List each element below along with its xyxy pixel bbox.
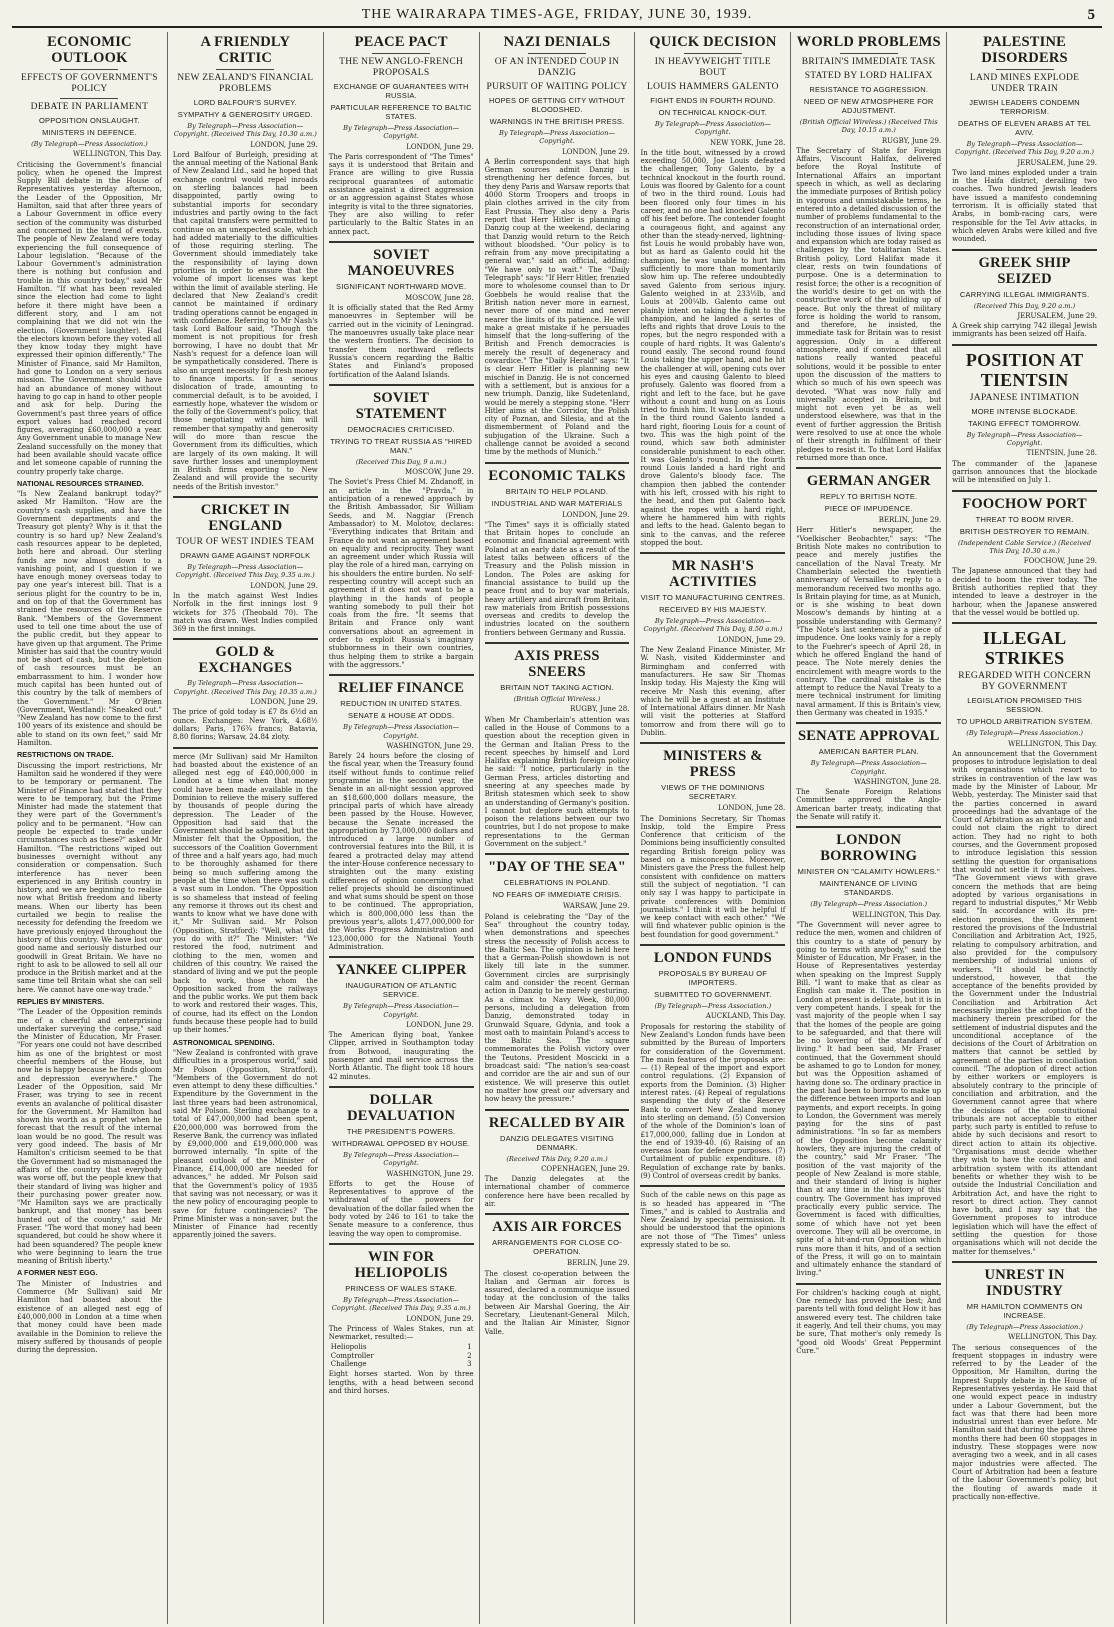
article-text: merce (Mr Sullivan) said Mr Hamilton had boasted about the existence of an alleged nest egg of £40,000,000 in London at a time when that money could have been made available in the Dominion to relieve the misery suffered by thousands of people during the depression. The Leader of the Opposition had said that the Government should be ashamed, but the Minister felt that the Opposition, the successors of the Coalition Government of three and a half years ago, had much to be thoroughly ashamed for there being so much suffering among the people at the time when there was such a vast sum in London. "The Opposition is so shameless that instead of feeling any remorse it throws out its chest and wants to know what we have done with it," Mr Sullivan said. Mr Polson (Opposition, Stratford): "Well, what did you do with it?" The Minister: "We restored the food, nutriment and clothing to the men, women and children of this country. We raised the standard of living and we put the people back to work, those whom the Opposition sacked from the railways and the public works. We put them back to work and restored their wages. This, of course, had its effect on the London funds because these people had to build up their homes." <box>172 752 318 1035</box>
deck: CARRYING ILLEGAL IMMIGRANTS. <box>959 289 1090 299</box>
headline: MINISTERS & PRESS <box>663 748 763 781</box>
headline: ECONOMIC OUTLOOK <box>47 34 132 66</box>
section-heading: NATIONAL RESOURCES STRAINED. <box>17 478 144 488</box>
subheadline: DEBATE IN PARLIAMENT <box>30 102 149 112</box>
location: JERUSALEM, June 29. <box>1017 311 1098 320</box>
dateline: By Telegraph—Press Association—Copyright. (Received This Day, 9.35 a.m.) <box>331 1295 471 1313</box>
deck: MAINTENANCE OF LIVING STANDARDS. <box>819 879 918 898</box>
dateline: (Independent Cable Service.) (Received This Day, 10.30 a.m.) <box>958 538 1092 555</box>
headline: FOOCHOW PORT <box>962 495 1087 512</box>
divider <box>952 490 1097 492</box>
horse-name: Comptroller <box>330 1351 374 1360</box>
headline: POSITION AT TIENTSIN <box>965 349 1084 390</box>
divider <box>952 622 1097 624</box>
dateline: (By Telegraph—Press Association.) <box>810 900 928 909</box>
article-text: Criticising the Government's financial policy, when he opened the Imprest Supply Bill debate in the House of Representatives yesterday afternoon, the Leader of the Opposition, Mr Hamilton, said that after three years of a Labour Government in office every section of the community was disturbed and concerned in the trend of events. The people of New Zealand were today experiencing the full consequence of Labour legislation. "Because of the Labour Government's administration there is nothing but confusion and trouble in this country today," said Mr Hamilton. "If what has been revealed since the election had come to light before it there might have been a different story, and I am not complaining that we did not win the election. (Government laughter). Had the electors known before they voted all they know today they might have expressed their opinion differently." The Minister of Finance, said Mr Hamilton, had gone to London on a very serious mission. The Government should have had an abundance of money without having to go cap in hand to other people and ask for help. During the Government's past three years of office export values had reached record figures, averaging £60,000,000 a year. Any Government unable to manage New Zealand successfully on the money that had been available should vacate office and let someone capable of running the country properly take charge. <box>17 160 162 476</box>
location: LONDON, June 29. <box>406 1314 474 1323</box>
divider <box>485 1109 630 1111</box>
deck: DANZIG DELEGATES VISITING DENMARK. <box>499 1133 615 1152</box>
column-7 <box>947 32 1102 1624</box>
headline: "DAY OF THE SEA" <box>488 859 626 876</box>
deck: PARTICULAR REFERENCE TO BALTIC STATES. <box>330 103 472 121</box>
divider <box>528 53 586 54</box>
article-text: The Japanese announced that they had decided to boom the river today. The British authorities replied that they intended to leave a destroyer in the harbour, when the Japanese answered that the vessel would be bottled up. <box>952 567 1098 617</box>
location: LONDON, June 29. <box>250 581 318 590</box>
deck: SENATE & HOUSE AT ODDS. <box>348 711 455 721</box>
column-1 <box>12 32 168 1624</box>
divider <box>329 1243 474 1245</box>
article-text: The Secretary of State for Foreign Affairs, Viscount Halifax, delivered before the Royal Institute of International Affairs an important speech in which, as well as declaring the immediate purposes of British policy in vigorous and unmistakable terms, he entered into a detailed discussion of the number of problems fundamental to the reconstruction of an international order, including those issues of living space and expansion which are today raised as challenges by the totalitarian States. British policy, Lord Halifax made it clear, rests on twin foundations of purpose. One is a determination to resist force; the other is a recognition of the world's desire to get on with the constructive work of the building up of peace. But only the threat of military force is holding the world to ransom, and therefore, he insisted, the immediate task for Britain was to resist aggression. Only in a different atmosphere, and if convinced that all nations really wanted peaceful solutions, would it be possible to enter upon the discussion of the matters to which so much of his own speech was devoted. "What was now fully and universally accepted in Britain, but might not even yet be as well understood elsewhere, was that in the event of further aggression the British were resolved to use at once the whole of their strength in fulfilment of their pledges to resist it. To that Lord Halifax returned more than once. <box>796 146 942 462</box>
deck: SUBMITTED TO GOVERNMENT. <box>654 990 772 1000</box>
location: WASHINGTON, June 29. <box>386 741 474 750</box>
headline: A FRIENDLY CRITIC <box>200 34 291 66</box>
deck: PROPOSALS BY BUREAU OF IMPORTERS. <box>658 969 768 988</box>
headline: WORLD PROBLEMS <box>796 34 941 50</box>
article-text: The commander of the Japanese garrison announces that the blockade will be intensified on July 1. <box>952 459 1098 485</box>
deck: CELEBRATIONS IN POLAND. <box>503 878 611 888</box>
divider <box>485 853 630 855</box>
location: MOSCOW, June 28. <box>405 293 474 302</box>
subheadline: THE NEW ANGLO-FRENCH PROPOSALS <box>339 57 464 78</box>
dateline: By Telegraph—Press Association—Copyright. (Received This Day, 8.50 a.m.) <box>643 617 783 634</box>
headline: RELIEF FINANCE <box>338 680 465 697</box>
location: WELLINGTON, This Day. <box>1008 739 1098 748</box>
article-text: The Soviet's Press Chief M. Zhdanoff, in an article in the "Pravda," in anticipation of a renewed approach by the British Ambassador, Sir William Seeds, and M. Naggiar (French Ambassador) to M. Molotov, declares: "Everything indicates that Britain and France do not want an agreement based on equality and reciprocity. They want an agreement under which Russia will play the role of a hired man, carrying on his shoulders the entire burden. No self-respecting country will accept such an agreement if it does not want to be a plaything in the hands of people wanting somebody to pull their hot coals from the fire. "It seems that Britain and France only want conversations about an agreement in order to exploit Russia's imaginary stubbornness in their own countries, thus helping them to strike a bargain with the aggressors." <box>328 478 474 669</box>
dateline: By Telegraph—Press Association—Copyright. <box>810 759 927 776</box>
headline: AXIS AIR FORCES <box>492 1219 622 1236</box>
article-text: The closest co-operation between the Italian and German air forces is assured, declared a communique issued today at the conclusion of the talks between Air Marshal Goering, the Air Secretary, Lieutenant-General Milch, and the Italian Air Minister, Signor Valle. <box>484 1269 630 1336</box>
section-heading: ASTRONOMICAL SPENDING. <box>172 1037 275 1047</box>
subheadline: STATED BY LORD HALIFAX <box>804 71 933 81</box>
deck: PIECE OF IMPUDENCE. <box>824 504 913 514</box>
deck: TRYING TO TREAT RUSSIA AS "HIRED MAN." <box>330 436 473 455</box>
article-text: Eight horses started. Won by three lengths, with a head between second and third horses. <box>328 1370 474 1395</box>
headline: WIN FOR HELIOPOLIS <box>354 1248 448 1281</box>
headline: CRICKET IN ENGLAND <box>200 502 290 535</box>
dateline: By Telegraph—Press Association—Copyright. (Received This Day, 9.20 a.m.) <box>955 140 1094 157</box>
headline: LONDON BORROWING <box>820 832 918 865</box>
divider <box>684 53 742 54</box>
deck: SIGNIFICANT NORTHWARD MOVE. <box>336 281 467 291</box>
article-text: A Berlin correspondent says that high German sources admit Danzig is strengthening her defence forces, but they deny Paris and Warsaw reports that 4000 Storm Troopers and troops in plain clothes arrived in the city from East Prussia. They also deny a Paris report that Herr Hitler is planning a Danzig coup at the weekend, declaring that Danzig would return to the Reich without bloodshed. "Our policy is to refrain from any move precipitating a general war," said an official, adding: "We have only to wait." The "Daily Telegraph" says: "If Herr Hitler, frenzied more to wholesome counsel than to Dr Goebbels he would realise that the British nation never more in earnest, never more of one mind and never nearer the limits of its patience. He will make a great mistake if he persuades himself that the long-suffering of the British and French democracies is merely the result of degeneracy and cowardice." The "Daily Herald" says: "It is clear Herr Hitler is planning new mischief in Danzig. He is not concerned with a settlement, but is anxious for a new triumph. Danzig, like Sudetenland, would be merely a stepping stone. "Herr Hitler aims at the Corridor, the Polish city of Poznan, and Silesia, and at the dismemberment of Poland and the subjugation of the Ukraine. Such a challenge cannot be avoided a second time by the methods of Munich." <box>484 157 630 457</box>
article-text: Lord Balfour of Burleigh, presiding at the annual meeting of the National Bank of New Zealand Ltd., said he hoped that exchange control would repel inroads on sterling balances had been disappointed, partly owing to substantial imports for secondary industries and partly owing to the fact that capital transfers were permitted to continue on an unexpected scale, which had added materially to the difficulties of those requiring sterling. The Government should immediately take the responsibility of laying down priorities in order to ensure that the volume of import licenses was kept within the limit of available sterling. He declared that New Zealand's credit cannot be maintained if ordinary trading operations cannot be engaged in with confidence. Referring to Mr Nash's task Lord Balfour said, "Though the moment is not propitious for fresh borrowing, I have no doubt that Mr Nash's request for a defence loan will be sympathetically considered. There is also an urgent necessity for fresh money to finance imports. If a serious dislocation of trade, amounting to commercial default, is to be avoided, I earnestly hope, whatever the wisdom or the folly of the Government's policy, that those negotiating with him will remember that sympathy and generosity will do more than rescue the Government from its difficulties, which are largely of its own making. It will save further losses and unemployment in British firms exporting to New Zealand and will provide the security needs of the British investor." <box>172 150 318 491</box>
subheadline: JAPANESE INTIMATION <box>969 392 1080 403</box>
deck: DEATHS OF ELEVEN ARABS AT TEL AVIV. <box>957 119 1092 137</box>
deck: PRINCESS OF WALES STAKE. <box>345 1283 458 1293</box>
table-row <box>329 1352 474 1360</box>
dateline: (By Telegraph—Press Association.) <box>654 1002 772 1011</box>
article-text: The Dominions Secretary, Sir Thomas Inskip, told the Empire Press Conference that criticism of the Dominions being insufficiently consulted regarding British foreign policy was based on a misconception. Moreover, Ministers gave the Press the fullest help consistent with confidence on matters still the subject of negotiation. "I can only say I was happy to participate in private conferences with Dominion journalists." I think it will be helpful if we keep contact with each other." "We will find whatever public opinion is the best foundation for good government." <box>640 814 786 939</box>
divider <box>372 53 430 54</box>
divider <box>996 69 1054 70</box>
headline: YANKEE CLIPPER <box>335 962 467 979</box>
deck: MORE INTENSE BLOCKADE. <box>971 406 1078 416</box>
article-text: "Is New Zealand bankrupt today?" asked Mr Hamilton. "How are the country's cash supplies, and have the Government departments and the Treasury got plenty? Why is it that the country is so hard up? New Zealand's cash resources appear to be depleted, both here and abroad. Our sterling funds are now almost down to a vanishing point, and I question if we have enough money overseas today to pay one year's interest bill. That is a serious plight for the country to be in, and on top of that the Government has strained the resources of the Reserve Bank. "Members of the Government used to tell one time about the use of the public credit, but they appear to have given up that argument. The Prime Minister has said that the country would not be short of cash, but the depletion of cash resources must be an embarrassment to him. I wonder how much capital has been hunted out of this country by the talk of members of the Government." Mr O'Brien (Government, Westland): "Sneaked out." "New Zealand has now come to the first 100 years of its existence and should be able to stand on its own feet," said Mr Hamilton. <box>17 490 162 748</box>
race-results <box>329 1343 474 1368</box>
subheadline: LAND MINES EXPLODE UNDER TRAIN <box>969 73 1080 94</box>
location: WASHINGTON, June 29. <box>386 1169 474 1178</box>
subheadline: REGARDED WITH CONCERN BY GOVERNMENT <box>958 671 1091 693</box>
dateline: By Telegraph—Press Association—Copyright. (Received This Day, 10.30 a.m.) <box>173 122 317 139</box>
divider <box>60 69 118 70</box>
advertisement: For children's hacking cough at night, One remedy has proved the best; And parents tell with fond delight How it has answered every test. The children take it eagerly, And tell their chums, you may be sure, That mother's only remedy Is "good old Woods' Great Peppermint Cure." <box>796 1288 942 1355</box>
dateline: By Telegraph—Press Association—Copyright. <box>966 430 1083 448</box>
headline: QUICK DECISION <box>649 34 777 50</box>
dateline: (Received This Day, 9 a.m.) <box>355 457 447 466</box>
article-text: Barely 24 hours before the closing of the fiscal year, when the Treasury found itself without funds to continue relief programme in the second year, the Senate in an all-night session approved an $18,600,000 dollars measure, the principal parts of which have already been passed by the House. However, because the Senate increased the appropriation by 73,000,000 dollars and introduced a large number of controversial features into the Bill, it is feared a protracted delay may attend the inter-House conference necessary to straighten out the many existing differences of opinion concerning what relief projects should be discontinued and what sums should be spent on those to be continued. The appropriation, which is 800,000,000 less than the previous year's, allots 1,477,000,000 for the Works Progress Administration and 123,000,000 for the National Youth Administration. <box>328 752 474 951</box>
placing: 1 <box>467 1343 472 1352</box>
location: BERLIN, June 29. <box>878 516 942 525</box>
location: RUGBY, June 29. <box>881 136 942 145</box>
location: RUGBY, June 28. <box>570 705 630 714</box>
subheadline: PURSUIT OF WAITING POLICY <box>486 82 628 92</box>
dateline: (By Telegraph—Press Association.) <box>31 140 148 148</box>
divider <box>640 944 785 946</box>
headline: RECALLED BY AIR <box>488 1114 626 1131</box>
headline: UNREST IN INDUSTRY <box>984 1266 1065 1299</box>
deck: WARNINGS IN THE BRITISH PRESS. <box>489 117 625 126</box>
location: LONDON, June 29. <box>562 147 630 156</box>
table-row <box>329 1360 474 1368</box>
article-text: "The Leader of the Opposition reminds me of a cheerful and enterprising undertaker surveying the corpse," said the Minister of Education, Mr Fraser. "For years one could not have described him as one of the brightest or most cheerful members of the House, but now he is happy because he finds gloom and depression everywhere." The Leader of the Opposition, said Mr Fraser, was trying to see in recent events an avalanche of political disaster for the Government. Mr Hamilton had shown his worth as a prophet when he forecast that the result of the internal loan would be no good. The result was very good indeed. The basis of Mr Hamilton's criticism seemed to be that the Government had so mismanaged the affairs of the country that everybody was worse off, but the people knew that their standard of living was higher and their purchasing power greater now. "Mr Hamilton says we are practically bankrupt, and that money has been hunted out of the country," said Mr Fraser. "The word that money had been squandered, but could he show where it had been squandered? The people knew who were beginning to learn the true meaning of British liberty." <box>17 1008 162 1266</box>
deck: BRITAIN NOT TAKING ACTION. <box>500 683 614 693</box>
article-text: "The Times" says it is officially stated that Britain hopes to conclude an economic and financial agreement with Poland at an early date as a result of the latest talks between officers of the Treasury and the Polish mission in London. The Poles are asking for financial assistance to build up the peace front and to buy war materials, heavy artillery and aircraft from Britain, raw materials from British possessions overseas and credits to develop the industries located on the southern frontiers between Germany and Russia. <box>484 520 630 637</box>
location: LONDON, June 29. <box>406 142 474 151</box>
headline: PALESTINE DISORDERS <box>981 34 1068 66</box>
headline: ILLEGAL STRIKES <box>982 628 1067 669</box>
columns <box>12 32 1102 1624</box>
dateline: (Received This Day, 9.20 a.m.) <box>973 301 1076 310</box>
article-text: The Minister of Industries and Commerce (Mr Sullivan) said Mr Hamilton had boasted about the existence of an alleged nest egg of £40,000,000 in London at a time when that money could have been made available in the Dominion to relieve the misery suffered by thousands of people during the depression. <box>17 1279 162 1355</box>
article-text: The Danzig delegates at the international chamber of commerce conference here have been recalled by air. <box>484 1175 630 1208</box>
deck: DEMOCRACIES CRITICISED. <box>347 424 455 434</box>
deck: OPPOSITION ONSLAUGHT. <box>38 116 140 125</box>
deck: EXCHANGE OF GUARANTEES WITH RUSSIA. <box>333 82 469 100</box>
column-5 <box>635 32 791 1624</box>
article-text: "New Zealand is confronted with grave difficulties in a prosperous world," said Mr Polson (Opposition, Stratford). "Members of the Government do not even attempt to deny these difficulties." Expenditure by the Government in the last three years had been astronomical, said Mr Polson. Sterling exchange to a total of £47,000,000 had been spent, £20,000,000 was borrowed from the Reserve Bank, the currency was inflated by £9,000,000 and £19,000,000 was borrowed internally. "In spite of the pleasant outlook of the Minister of Finance, £14,000,000 are needed for advances," he added. Mr Polson said that the Government's policy of 1935 that saving was not necessary, or was it the new policy of encouraging people to save for future contingencies? The Prime Minister was a non-saver, but the Minister of Finance had recently apparently joined the savers. <box>172 1048 318 1240</box>
location: WASHINGTON, June 28. <box>854 777 942 786</box>
location: LONDON, June 28. <box>717 804 786 813</box>
subheadline: EFFECTS OF GOVERNMENT'S POLICY <box>20 73 158 94</box>
divider <box>173 747 318 749</box>
location: TIENTSIN, June 28. <box>1026 449 1098 458</box>
deck: TO UPHOLD ARBITRATION SYSTEM. <box>956 717 1093 727</box>
subheadline: NEW ZEALAND'S FINANCIAL PROBLEMS <box>177 73 314 94</box>
location: LONDON, June 29. <box>406 1020 474 1029</box>
divider <box>640 742 785 744</box>
deck: ON TECHNICAL KNOCK-OUT. <box>658 108 768 117</box>
divider <box>840 53 898 54</box>
article-text: In the title bout, witnessed by a crowd exceeding 50,000, Joe Louis defeated the challenger, Tony Galento, by a technical knockout in the fourth round. Louis was floored by Galento for a count of two in the third round. Louis had been floored only four times in his career, and no one had knocked Galento off his feet before. The contender fought a courageous fight, and against any other than the steady-nerved, lightning-fist Louis he would probably have won, but as hard as Galento could hit the champion, he was unable to hurt him sufficiently to more than momentarily slow him up. The referee undoubtedly saved Galento from serious injury. Galento weighed in at 233½lb, and Louis at 200¼lb. Galento came out plainly intent on taking the fight to the champion, and he landed a series of lefts and rights that drove Louis to the ropes, but the negro responded with a couple of hard rights. It was Galento's round easily. The second round found Louis taking the upper hand, and he hit the challenger at will, opening cuts over his eyes and causing Galento to bleed profusely. Galento was floored from a right and left to the face, but he gave without a count and hung on as Louis tried to finish him. It was Louis's round. In the third round Galento landed a hard right, flooring Louis for a count of two. This was the high point of the round, which saw both administer considerable punishment to each other. It was Galento's round. In the fourth round Louis landed a hard right and drove Galento's bloody face. The champion then jabbed the contender with his left, crossed with his right to the head, and then put Galento back against the ropes with a hard right, where he hammered him with rights and lefts to the head. Galento began to sink to the canvas, and the referee stopped the bout. <box>640 148 786 547</box>
divider <box>796 467 941 469</box>
divider <box>329 674 474 676</box>
article-text: When Mr Chamberlain's attention was called in the House of Commons to a question about the reception given in the German and Italian Press to the recent speeches by himself and Lord Halifax explaining British foreign policy he said: "I notice, particularly in the German Press, articles distorting and sneering at any speeches made by British statesmen which seek to show an understanding of Germany's position. I cannot but deplore such attempts to poison the relations between our two countries, but I do not propose to make representations to the German Government on the subject." <box>484 715 630 849</box>
deck: VISIT TO MANUFACTURING CENTRES. <box>640 593 786 603</box>
article-text: Discussing the import restrictions, Mr Hamilton said he wondered if they were to be temporary or permanent. The Minister of Finance had stated that they were to be temporary, but the Prime Minister had made the statement that they were part of the Government's policy and to be permanent. "How can people be expected to trade under circumstances such as these?" asked Mr Hamilton. "The restrictions wiped out businesses overnight without any consideration or compensation. Such interference has never been experienced in any British country in history, and we are beginning to realise now what British freedom and liberty means. When our liberty has been curtailed we begin to realise the necessity for defending the freedom we have previously enjoyed throughout the history of this country. We have lost our good name and seriously disturbed our goodwill in Great Britain. We have no right to ask to be allowed to sell all our produce in the British market and at the same time tell Britain what she can sell here. We cannot have one-way trade." <box>17 761 162 994</box>
article-text: The Princess of Wales Stakes, run at Newmarket, resulted:— <box>328 1324 474 1342</box>
deck: RECEIVED BY HIS MAJESTY. <box>659 605 767 615</box>
deck: THREAT TO BOOM RIVER. <box>975 514 1074 524</box>
divider <box>329 956 474 958</box>
location: FOOCHOW, June 29. <box>1023 557 1098 566</box>
article-text: Efforts to get the House of Representatives to approve of the withdrawal of the powers for devaluation of the dollar failed when the body voted by 246 to 161 to take the Senate measure to a conference, thus leaving the way open to compromise. <box>328 1179 474 1238</box>
divider <box>640 1185 785 1187</box>
placing: 2 <box>467 1351 472 1360</box>
article-text: "The Government will never agree to reduce the men, women and children of this country to a state of penury by going to terms with anybody," said the Minister of Education, Mr Fraser, in the House of Representatives yesterday when speaking on the Imprest Supply Bill. "I want to make that as clear as English can make it. The position in London at present is delicate, but it is in very competent hands. I speak for the vast majority of the people when I say that the homes of the people are going to be safeguarded, and that there will be no lowering of the standard of living." It had been said, Mr Fraser continued, that the Government should be ashamed to go to London for money, but was the Opposition ashamed of having done so. The ordinary practice in the past had been to borrow to make up the difference between imports and loan payments, and export receipts. In going to London, the Government was merely paying for the sins of past administrations. "In so far as members of the Opposition become calamity howlers, they are injuring the credit of the country," said Mr Fraser. "The position of the vast majority of the people of New Zealand is more stable, and their standard of living is higher than at any time in the history of this country. The Government has improved practically every public service. The Government is faced with difficulties, some of which have not yet been overcome. They will all be overcome, in spite of a hit-and-run Opposition which runs more than it hits, and of a section of the Press, it will go on to maintain and ultimately enhance the standard of living." <box>796 920 942 1278</box>
masthead <box>12 4 1102 28</box>
location: BERLIN, June 29. <box>567 1259 630 1268</box>
divider <box>216 69 274 70</box>
section-heading: RESTRICTIONS ON TRADE. <box>17 750 114 760</box>
divider <box>796 826 941 828</box>
divider <box>173 496 318 498</box>
dateline: By Telegraph—Press Association—Copyright. (Received This Day, 9.35 a.m.) <box>175 563 315 580</box>
column-6 <box>791 32 947 1624</box>
section-heading: REPLIES BY MINISTERS. <box>17 996 105 1006</box>
dateline: (British Official Wireless.) <box>513 695 601 704</box>
article-text: In the match against West Indies Norfolk in the first innings lost 9 wickets for 375 (Theobald 70). The match was drawn. West Indies compiled 369 in the first innings. <box>172 591 318 634</box>
subheadline: LOUIS HAMMERS GALENTO <box>646 82 779 92</box>
deck: NO FEARS OF IMMEDIATE CRISIS. <box>492 890 622 900</box>
location: WELLINGTON, This Day. <box>852 910 942 919</box>
column-3 <box>324 32 480 1624</box>
dateline: By Telegraph—Press Association—Copyright. (Received This Day, 10.35 a.m.) <box>173 679 317 696</box>
page-number: 5 <box>1087 7 1096 23</box>
headline: DOLLAR DEVALUATION <box>347 1091 456 1124</box>
deck: MR HAMILTON COMMENTS ON INCREASE. <box>966 1301 1083 1320</box>
horse-name: Heliopolis <box>330 1343 367 1352</box>
deck: DRAWN GAME AGAINST NORFOLK <box>180 551 311 561</box>
divider <box>796 1283 941 1285</box>
headline: GERMAN ANGER <box>806 473 931 490</box>
deck: INDUSTRIAL AND WAR MATERIALS <box>491 498 623 508</box>
divider <box>60 98 118 99</box>
article-text: It is officially stated that the Red Army manoeuvres in September will be carried out in the vicinity of Leningrad. The manoeuvres usually take place near the western frontiers. The decision to transfer them northward reflects Russia's concern regarding the Baltic States and Finland's proposed fortification of the Aaland Islands. <box>328 304 474 379</box>
subheadline: OF AN INTENDED COUP IN DANZIG <box>494 57 620 78</box>
deck: MINISTERS IN DEFENCE. <box>42 128 137 137</box>
horse-name: Challenge <box>330 1359 367 1368</box>
divider <box>952 1261 1097 1263</box>
deck: ARRANGEMENTS FOR CLOSE CO-OPERATION. <box>492 1238 622 1257</box>
deck: LEGISLATION PROMISED THIS SESSION. <box>967 696 1082 715</box>
divider <box>796 722 941 724</box>
subheadline: TOUR OF WEST INDIES TEAM <box>176 537 315 548</box>
deck: REDUCTION IN UNITED STATES. <box>340 699 463 709</box>
table-row <box>329 1343 474 1351</box>
divider <box>952 249 1097 251</box>
divider <box>329 241 474 243</box>
headline: GOLD & EXCHANGES <box>198 644 293 677</box>
column-2 <box>168 32 324 1624</box>
placing: 3 <box>467 1359 472 1368</box>
divider <box>952 344 1097 346</box>
location: LONDON, June 29. <box>250 698 318 707</box>
divider <box>485 642 630 644</box>
location: LONDON, June 29. <box>562 510 630 519</box>
location: WELLINGTON, This Day. <box>72 150 162 159</box>
location: JERUSALEM, June 29. <box>1017 158 1098 167</box>
divider <box>485 462 630 464</box>
deck: THE PRESIDENT'S POWERS. <box>346 1126 456 1136</box>
dateline: (By Telegraph—Press Association.) <box>966 729 1083 738</box>
headline: SOVIET STATEMENT <box>355 389 447 422</box>
location: COPENHAGEN, June 29. <box>541 1164 630 1173</box>
headline: LONDON FUNDS <box>653 950 772 967</box>
deck: LORD BALFOUR'S SURVEY. <box>193 98 297 107</box>
location: LONDON, June 29. <box>717 635 786 644</box>
divider <box>173 638 318 640</box>
location: MOSCOW, June 29. <box>405 468 474 477</box>
dateline: By Telegraph—Press Association—Copyright. <box>343 723 460 740</box>
divider <box>329 1086 474 1088</box>
article-text: A Greek ship carrying 742 illegal Jewish immigrants has been seized off Haifa. <box>952 322 1098 339</box>
deck: WITHDRAWAL OPPOSED BY HOUSE. <box>332 1138 471 1148</box>
headline: SOVIET MANOEUVRES <box>347 246 455 279</box>
deck: NEED OF NEW ATMOSPHERE FOR ADJUSTMENT. <box>803 97 934 115</box>
article-text: The New Zealand Finance Minister, Mr W. Nash, visited Kidderminster and Birmingham and conferred with manufacturers. He saw Sir Thomas Inskip today. His Majesty the King will receive Mr Nash this evening, after which he will be a guest at an Institute of International Affairs dinner. Mr Nash will visit the potteries at Stafford tomorrow and from there will go to Dublin. <box>640 646 786 737</box>
deck: MINISTER ON "CALAMITY HOWLERS." <box>797 867 940 877</box>
location: WELLINGTON, This Day. <box>1008 1333 1098 1342</box>
article-text: The American flying boat, Yankee Clipper, arrived in Southampton today from Botwood, inaugurating the passenger and mail service across the North Atlantic. The flight took 18 hours 42 minutes. <box>328 1031 474 1081</box>
deck: SYMPATHY & GENEROSITY URGED. <box>177 110 313 119</box>
headline: SENATE APPROVAL <box>798 728 940 745</box>
masthead-title: THE WAIRARAPA TIMES-AGE, FRIDAY, JUNE 30, 1939. <box>361 7 753 22</box>
dateline: By Telegraph—Press Association—Copyright. <box>654 120 771 137</box>
dateline: By Telegraph—Press Association—Copyright. <box>343 1150 460 1168</box>
cable-notice: Such of the cable news on this page as is so headed has appeared in "The Times," and is cabled to Australia and New Zealand by special permission. It should be understood that the opinions are not those of "The Times" unless expressly stated to be so. <box>640 1191 786 1250</box>
deck: TAKING EFFECT TOMORROW. <box>968 418 1081 428</box>
dateline: (By Telegraph—Press Association.) <box>966 1322 1083 1331</box>
dateline: (Received This Day, 9.20 a.m.) <box>506 1154 608 1163</box>
dateline: By Telegraph—Press Association—Copyright. <box>343 1002 460 1019</box>
location: AUCKLAND, This Day. <box>705 1012 786 1021</box>
headline: NAZI DENIALS <box>503 34 611 50</box>
article-text: The Paris correspondent of "The Times" says it is understood that Britain and France are willing to give Russia reciprocal guarantees of automatic assistance against a direct aggression or an aggression against States whose integrity is vital to the three signatories. They are also willing to refer particularly to the Baltic States in an annex pact. <box>328 152 474 236</box>
deck: RESISTANCE TO AGGRESSION. <box>809 85 929 94</box>
column-4 <box>480 32 636 1624</box>
location: WARSAW, June 29. <box>562 902 630 911</box>
divider <box>329 384 474 386</box>
location: LONDON, June 29. <box>250 140 318 149</box>
location: NEW YORK, June 28. <box>710 138 786 147</box>
divider <box>640 552 785 554</box>
headline: PEACE PACT <box>354 34 448 50</box>
deck: INAUGURATION OF ATLANTIC SERVICE. <box>345 981 457 1000</box>
divider <box>485 1213 630 1215</box>
dateline: By Telegraph—Press Association—Copyright. <box>499 129 615 146</box>
deck: BRITAIN TO HELP POLAND. <box>505 486 609 496</box>
headline: ECONOMIC TALKS <box>488 467 626 484</box>
article-text: Poland is celebrating the "Day of the Sea" throughout the country today, when demonstrations and speeches stress the necessity of Polish access to the Baltic Sea. The opinion is held here that a German-Polish showdown is not likely till late in the summer. Government circles are surprisingly calm and consider the recent German action in Danzig to be merely gesturing. As a climax to Navy Week, 80,000 persons, including a delegation from Danzig, demonstrated today in Grunwald Square, Gdynia, and took a most oath to maintain Poland's access to the Baltic Sea. The square commemorates the Polish victory over the Teutons. President Moscicki in a broadcast said: "The nation's sea-coast and corridor are the air and sun of our existence. We will preserve this outlet no matter how great our adversary and how heavy the pressure." <box>484 912 630 1104</box>
article-text: The price of gold today is £7 8s 6½d an ounce. Exchanges: New York, 4.68½ dollars; Paris, 176¾ francs; Batavia, 8.80 florins; Warsaw, 24.84 zloty. <box>172 708 318 742</box>
deck: BRITISH DESTROYER TO REMAIN. <box>959 526 1090 536</box>
section-heading: A FORMER NEST EGG. <box>17 1268 98 1278</box>
deck: VIEWS OF THE DOMINIONS SECRETARY. <box>661 783 765 802</box>
deck: JEWISH LEADERS CONDEMN TERRORISM. <box>969 98 1080 116</box>
dateline: (British Official Wireless.) (Received This Day, 10.15 a.m.) <box>799 118 938 135</box>
deck: FIGHT ENDS IN FOURTH ROUND. <box>650 96 776 105</box>
article-text: Proposals for restoring the stability of New Zealand's London funds have been submitted by the Bureau of Importers for consideration of the Government. The main features of the proposals are:— (1) Repeal of the import and export control regulations. (2) Expansion of exports from the Dominion. (3) Higher interest rates. (4) Repeal of regulations suspending the duty of the Reserve Bank to convert New Zealand money into sterling on demand. (5) Conversion of the whole of the Dominion's loan of £17,000,000, falling due in London at the end of 1939-40. (6) Raising of an overseas loan for defence purposes. (7) Curtailment of public expenditure. (8) Regulation of exchange rate by banks. (9) Control of overseas credit by banks. <box>640 1022 786 1180</box>
headline: GREEK SHIP SEIZED <box>978 254 1071 287</box>
headline: MR NASH'S ACTIVITIES <box>669 558 757 591</box>
article-text: Herr Hitler's newspaper, the "Voelkischer Beobachter," says: "The British Note makes no contribution to peace and merely justifies the cancellation of the Naval Treaty. Mr Chamberlain selected the twentieth anniversary of Versailles to reply to a memorandum received two months ago. Is Britain playing for time, as at Munich, or is she wishing to beat down Moscow's demands by hinting at a possible understanding with Germany? "The Note's last sentence is a piece of impudence. One looks vainly for a reply to the Fuehrer's speech of April 28, in which he offered England the hand of peace. The Note merely denies the encirclement with meagre words to the contrary. The cardinal mistake is the attempt to reduce the Naval Treaty to a mere technical instrument for limiting naval armament. If this is Britain's view, then Germany was cheated in 1935." <box>796 526 942 717</box>
headline: AXIS PRESS SNEERS <box>514 648 600 681</box>
deck: AMERICAN BARTER PLAN. <box>818 747 919 757</box>
deck: REPLY TO BRITISH NOTE. <box>820 492 918 502</box>
subheadline: IN HEAVYWEIGHT TITLE BOUT <box>654 57 772 78</box>
article-text: Two land mines exploded under a train in the Haifa district, derailing two coaches. Two hundred Jewish leaders have issued a manifesto condemning terrorism. It is officially stated that Arabs, in bomb-racing cars, were responsible for the Tel Aviv attacks, in which eleven Arabs were killed and five wounded. <box>952 168 1098 244</box>
article-text: The serious consequences of the frequent stoppages in industry were referred to by the Leader of the Opposition, Mr Hamilton, during the Imprest Supply debate in the House of Representatives yesterday. He said that one would expect peace in industry under a Labour Government, but the fact was that there had been more industrial unrest than ever before. Mr Hamilton said that during the past three months there had been 60 stoppages in industry. These stoppages were now averaging two a week, and in all cases major industries were affected. The Court of Arbitration had been a feature of the Labour Government's policy, but the flouting of awards made it practically non-effective. <box>952 1343 1098 1501</box>
subheadline: BRITAIN'S IMMEDIATE TASK <box>801 57 936 67</box>
dateline: By Telegraph—Press Association—Copyright. <box>343 124 460 141</box>
deck: HOPES OF GETTING CITY WITHOUT BLOODSHED. <box>488 96 626 114</box>
article-text: An announcement that the Government proposes to introduce legislation to deal with organisations which resort to strikes in contravention of the law was made by the Minister of Labour, Mr Webb, yesterday. The Minister said that the parties concerned in award proceedings had the advantage of the Court of Arbitration as an arbitrator and could not claim the right to direct action. They had no right to both courses, and the Government proposed to introduce legislation this session settling the question for organisations that would not settle it for themselves. "The Government views with grave concern the methods that are being adopted by various organisations in regard to industrial disputes," Mr Webb said. "In accordance with its pre-election promises, the Government restored the provisions of the Industrial Conciliation and Arbitration Act, 1925, relating to compulsory arbitration, and also provided for the compulsory membership of industrial unions of workers. "It should be distinctly understood, however, that the acceptance of the benefits provided by the Government under the Industrial Conciliation and Arbitration Act necessarily implies the adoption of the machinery therein prescribed for the settlement of industrial disputes and the unconditional acceptance of the decisions of the Court of Arbitration on matters that cannot be settled by agreement of the parties in conciliation council. "The adoption of direct action by either workers or employers is absolutely contrary to the principle of conciliation and arbitration, and the Government cannot agree that where the decisions of the constitutional tribunals are not acceptable to either party, such party is entitled to refuse to abide by such decisions and resort to direct action to attain its objective. "Organisations must decide whether they wish to have the conciliation and arbitration system with its attendant benefits or whether they wish to be outside the Industrial Conciliation and Arbitration Act, and have the right to resort to direct action. They cannot have both, and I may say that the Government proposes to introduce legislation which will have the effect of settling the question for those organisations which will not decide the matter for themselves." <box>952 749 1098 1256</box>
article-text: The Senate Foreign Relations Committee approved the Anglo-American barter treaty, indicating that the Senate will ratify it. <box>796 788 942 822</box>
